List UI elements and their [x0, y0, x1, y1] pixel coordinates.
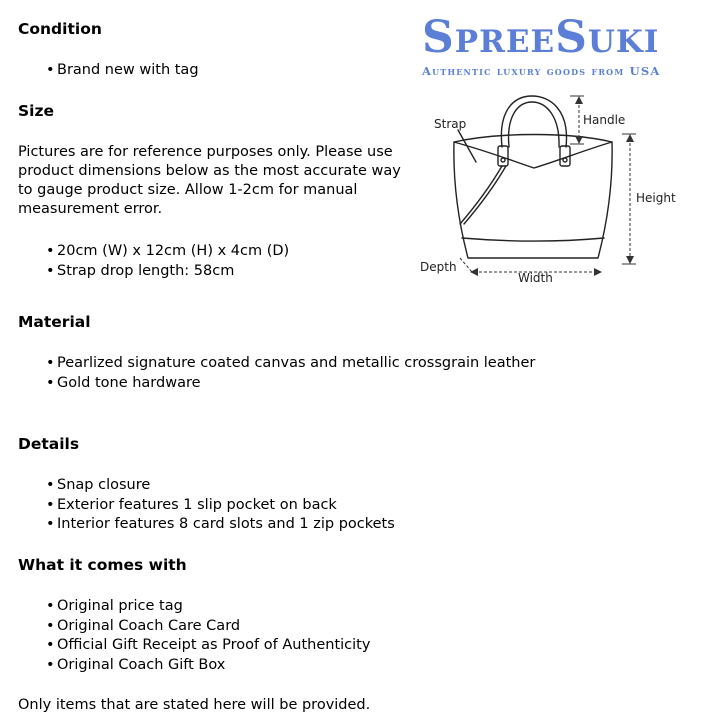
bag-strap	[460, 166, 502, 224]
list-item: • Original Coach Care Card	[18, 617, 370, 637]
diagram-label-strap: Strap	[434, 117, 467, 131]
details-heading: Details	[18, 435, 80, 453]
material-list	[18, 354, 535, 393]
list-item: • Gold tone hardware	[18, 374, 535, 394]
list-item: • Brand new with tag	[18, 61, 199, 81]
condition-heading: Condition	[18, 20, 102, 38]
diagram-label-handle: Handle	[583, 113, 626, 127]
footer-note: Only items that are stated here will be provided.	[18, 697, 371, 713]
size-note: Pictures are for reference purposes only. Please use product dimensions below as the most accurate way to gauge product size. Allow 1-2cm for manual measurement error.	[18, 144, 401, 217]
list-item: • Interior features 8 card slots and 1 zip pockets	[18, 515, 395, 535]
list-item: • 20cm (W) x 12cm (H) x 4cm (D)	[18, 242, 289, 262]
list-item: • Pearlized signature coated canvas and metallic crossgrain leather	[18, 354, 535, 374]
list-item: • Exterior features 1 slip pocket on back	[18, 496, 395, 516]
material-heading: Material	[18, 313, 91, 331]
logo-tagline: Authentic luxury goods from USA	[422, 64, 661, 78]
list-item: • Original price tag	[18, 597, 370, 617]
condition-list	[18, 61, 199, 81]
brand-logo	[422, 14, 718, 78]
included-heading: What it comes with	[18, 556, 187, 574]
size-list	[18, 242, 289, 281]
details-list	[18, 476, 395, 535]
list-item: • Strap drop length: 58cm	[18, 262, 289, 282]
diagram-label-width: Width	[518, 271, 553, 285]
size-heading: Size	[18, 102, 55, 120]
list-item: • Original Coach Gift Box	[18, 656, 370, 676]
included-list	[18, 597, 370, 675]
diagram-label-depth: Depth	[420, 260, 457, 274]
list-item: • Official Gift Receipt as Proof of Authenticity	[18, 636, 370, 656]
bag-size-diagram	[410, 90, 710, 290]
list-item: • Snap closure	[18, 476, 395, 496]
logo-wordmark: SpreeSuki	[422, 12, 660, 63]
diagram-label-height: Height	[636, 191, 676, 205]
